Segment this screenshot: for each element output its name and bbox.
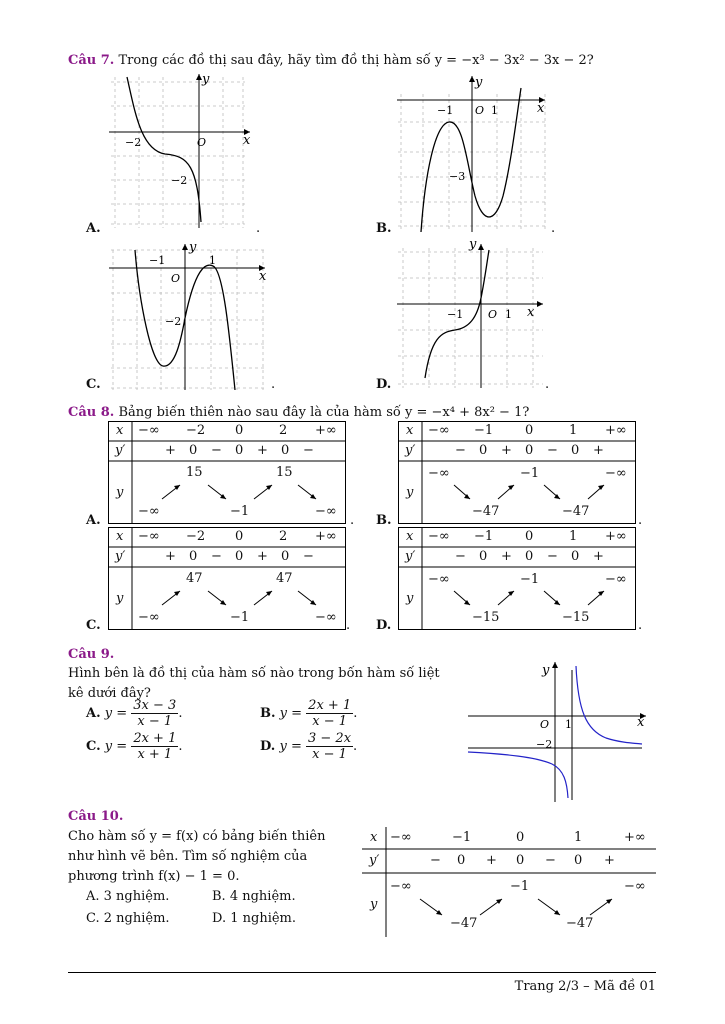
- t10-yp3: +: [486, 853, 497, 868]
- tB-x5: +∞: [605, 423, 627, 438]
- tC-x3: 0: [235, 529, 244, 544]
- graph-b-tick-m3: −3: [449, 170, 466, 183]
- t10-x5: +∞: [624, 830, 646, 845]
- tB-x: x: [406, 423, 414, 438]
- q8-table-d: [398, 527, 636, 630]
- tC-yp3: −: [211, 549, 222, 564]
- tC-x4: 2: [279, 529, 288, 544]
- graph-a-y-label: y: [202, 72, 210, 87]
- tB-yp1: −: [455, 443, 466, 458]
- graph-d-origin: O: [488, 308, 498, 321]
- tA-yp: y′: [115, 443, 126, 458]
- tA-yp5: +: [257, 443, 268, 458]
- q7-header: [68, 53, 594, 68]
- q7-c-dot: .: [271, 377, 276, 392]
- q9-graph-tick-m2: −2: [536, 738, 553, 751]
- q9-graph-origin: O: [540, 718, 550, 731]
- q9-graph-tick-1: 1: [565, 718, 572, 731]
- t10-x1: −∞: [390, 830, 412, 845]
- tA-ybot3: −∞: [315, 504, 337, 519]
- tC-ybot1: −∞: [138, 610, 160, 625]
- tB-ytop3: −∞: [605, 466, 627, 481]
- tA-x3: 0: [235, 423, 244, 438]
- q8-table-b: [398, 421, 636, 524]
- tB-yp6: 0: [571, 443, 580, 458]
- q10-option-b[interactable]: B. 4 nghiệm.: [212, 889, 296, 904]
- q9-graph-y-label: y: [542, 663, 550, 678]
- t10-ybot2: −47: [566, 916, 594, 931]
- graph-c-x-label: x: [259, 269, 267, 284]
- q9-b-lhs: y =: [279, 706, 303, 721]
- q8-b-dot: .: [638, 513, 643, 528]
- tA-y: y: [116, 485, 124, 500]
- tD-yp5: −: [547, 549, 558, 564]
- tB-ybot2: −47: [562, 504, 590, 519]
- tB-yp3: +: [501, 443, 512, 458]
- t10-x4: 1: [574, 830, 583, 845]
- graph-d-tick-m1: −1: [447, 308, 464, 321]
- graph-a-origin: O: [197, 136, 207, 149]
- t10-yp7: +: [604, 853, 615, 868]
- graph-b-x-label: x: [537, 101, 545, 116]
- q9-graph-x-label: x: [637, 715, 645, 730]
- t10-x3: 0: [516, 830, 525, 845]
- tC-yp1: +: [165, 549, 176, 564]
- tB-y: y: [406, 485, 414, 500]
- tB-yp2: 0: [479, 443, 488, 458]
- tD-x2: −1: [474, 529, 494, 544]
- t10-yp5: −: [545, 853, 556, 868]
- q7-graph-a: [105, 72, 255, 230]
- tD-x4: 1: [569, 529, 578, 544]
- q10-option-c[interactable]: C. 2 nghiệm.: [86, 911, 170, 926]
- tD-x: x: [406, 529, 414, 544]
- tB-ytop2: −1: [520, 466, 540, 481]
- tC-yp4: 0: [235, 549, 244, 564]
- tC-yp5: +: [257, 549, 268, 564]
- q9-option-a[interactable]: A. y = $\frac{3x - 3}{x - 1}$ .: [86, 698, 183, 729]
- graph-c-origin: O: [171, 272, 181, 285]
- tD-x1: −∞: [428, 529, 450, 544]
- tC-y: y: [116, 591, 124, 606]
- tD-ytop1: −∞: [428, 572, 450, 587]
- q8-question: Bảng biến thiên nào sau đây là của hàm số y = −x⁴ + 8x² − 1?: [118, 405, 530, 420]
- t10-ybot1: −47: [450, 916, 478, 931]
- q10-table: [362, 827, 656, 937]
- tD-ytop2: −1: [520, 572, 540, 587]
- tC-x: x: [116, 529, 124, 544]
- tD-x5: +∞: [605, 529, 627, 544]
- q10-option-a[interactable]: A. 3 nghiệm.: [86, 889, 170, 904]
- tA-ybot2: −1: [230, 504, 250, 519]
- q8-a-dot: .: [350, 513, 355, 528]
- tA-yp6: 0: [281, 443, 290, 458]
- tC-x2: −2: [186, 529, 206, 544]
- t10-yp6: 0: [574, 853, 583, 868]
- q7-a-dot: .: [256, 221, 261, 236]
- q10-line-3: phương trình f(x) − 1 = 0.: [68, 869, 240, 884]
- tD-yp2: 0: [479, 549, 488, 564]
- q8-d-dot: .: [638, 618, 643, 633]
- q8-header: [68, 405, 529, 420]
- tC-yp7: −: [303, 549, 314, 564]
- q9-d-lhs: y =: [279, 739, 302, 754]
- q7-d-dot: .: [545, 377, 550, 392]
- q9-c-num: 2x + 1: [133, 731, 177, 746]
- tA-ybot1: −∞: [138, 504, 160, 519]
- tD-ybot2: −15: [562, 610, 590, 625]
- tA-x4: 2: [279, 423, 288, 438]
- q8-c-dot: .: [346, 618, 351, 633]
- q9-b-label: B.: [260, 706, 276, 721]
- tA-ytop2: 15: [276, 465, 293, 480]
- q7-b-dot: .: [551, 221, 556, 236]
- q8-option-c[interactable]: C.: [86, 618, 101, 633]
- q7-question: Trong các đồ thị sau đây, hãy tìm đồ thị hàm số y = −x³ − 3x² − 3x − 2?: [118, 53, 594, 68]
- q8-option-d[interactable]: D.: [376, 618, 392, 633]
- tA-x5: +∞: [315, 423, 337, 438]
- graph-c-tick-m2: −2: [165, 315, 182, 328]
- footer-rule: [68, 972, 656, 973]
- tC-x1: −∞: [138, 529, 160, 544]
- t10-ytop1: −∞: [390, 879, 412, 894]
- tD-yp1: −: [455, 549, 466, 564]
- t10-ytop3: −∞: [624, 879, 646, 894]
- tD-yp7: +: [593, 549, 604, 564]
- tD-yp3: +: [501, 549, 512, 564]
- q9-text-1: Hình bên là đồ thị của hàm số nào trong bốn hàm số liệt: [68, 666, 440, 681]
- tA-x2: −2: [186, 423, 206, 438]
- q9-d-label: D.: [260, 739, 276, 754]
- tC-yp2: 0: [189, 549, 198, 564]
- tC-x5: +∞: [315, 529, 337, 544]
- tD-ytop3: −∞: [605, 572, 627, 587]
- q8-table-a: [108, 421, 346, 524]
- q9-d-den: x − 1: [312, 747, 347, 762]
- q9-option-c[interactable]: C. y = $\frac{2x + 1}{x + 1}$ .: [86, 731, 183, 762]
- q9-text-2: kê dưới đây?: [68, 686, 151, 701]
- t10-yp2: 0: [457, 853, 466, 868]
- t10-x: x: [370, 830, 378, 845]
- tB-x4: 1: [569, 423, 578, 438]
- q9-option-d[interactable]: D. y = $\frac{3 - 2x}{x - 1}$ .: [260, 731, 358, 762]
- tC-yp6: 0: [281, 549, 290, 564]
- t10-x2: −1: [452, 830, 472, 845]
- q8-option-a[interactable]: A.: [86, 513, 101, 528]
- q7-graph-b: [395, 74, 550, 234]
- t10-y: y: [370, 897, 378, 912]
- graph-a-x-label: x: [243, 133, 251, 148]
- q7-option-d[interactable]: D.: [376, 377, 392, 392]
- tB-yp7: +: [593, 443, 604, 458]
- graph-d-x-label: x: [527, 305, 535, 320]
- q9-b-num: 2x + 1: [308, 698, 352, 713]
- q7-option-b[interactable]: B.: [376, 221, 392, 236]
- tB-yp5: −: [547, 443, 558, 458]
- q9-d-num: 3 − 2x: [308, 731, 352, 746]
- tB-x2: −1: [474, 423, 494, 438]
- t10-yp1: −: [430, 853, 441, 868]
- tA-yp7: −: [303, 443, 314, 458]
- graph-c-tick-m1: −1: [149, 254, 166, 267]
- q10-option-d[interactable]: D. 1 nghiệm.: [212, 911, 297, 926]
- graph-c-tick-1: 1: [209, 254, 216, 267]
- q9-graph: [466, 660, 652, 805]
- tA-x1: −∞: [138, 423, 160, 438]
- q9-a-lhs: y =: [104, 706, 128, 721]
- tB-x1: −∞: [428, 423, 450, 438]
- footer-page-info: Trang 2/3 – Mã đề 01: [514, 979, 656, 994]
- tC-yp: y′: [115, 549, 126, 564]
- tA-yp1: +: [165, 443, 176, 458]
- q10-line-2: như hình vẽ bên. Tìm số nghiệm của: [68, 849, 308, 864]
- tB-ytop1: −∞: [428, 466, 450, 481]
- graph-b-y-label: y: [475, 75, 483, 90]
- tB-ybot1: −47: [472, 504, 500, 519]
- q9-number: Câu 9.: [68, 647, 115, 662]
- tC-ytop1: 47: [186, 571, 203, 586]
- graph-b-tick-m1: −1: [437, 104, 454, 117]
- q9-c-den: x + 1: [137, 747, 173, 762]
- q7-graph-d: [395, 238, 545, 390]
- graph-c-y-label: y: [189, 240, 197, 255]
- tA-ytop1: 15: [186, 465, 203, 480]
- tA-yp4: 0: [235, 443, 244, 458]
- q10-line-1: Cho hàm số y = f(x) có bảng biến thiên: [68, 829, 326, 844]
- t10-yp: y′: [369, 853, 380, 868]
- q7-option-c[interactable]: C.: [86, 377, 101, 392]
- q9-a-label: A.: [86, 706, 101, 721]
- tD-ybot1: −15: [472, 610, 500, 625]
- q9-c-lhs: y =: [104, 739, 128, 754]
- graph-b-origin: O: [475, 104, 485, 117]
- tB-x3: 0: [525, 423, 534, 438]
- tA-x: x: [116, 423, 124, 438]
- graph-d-tick-1: 1: [505, 308, 512, 321]
- tC-ybot2: −1: [230, 610, 250, 625]
- graph-b-tick-1: 1: [491, 104, 498, 117]
- tC-ytop2: 47: [276, 571, 293, 586]
- graph-a-tick-y: −2: [171, 174, 188, 187]
- q7-option-a[interactable]: A.: [86, 221, 101, 236]
- q9-a-den: x − 1: [137, 714, 173, 729]
- tC-ybot3: −∞: [315, 610, 337, 625]
- graph-d-y-label: y: [469, 238, 477, 252]
- t10-ytop2: −1: [510, 879, 530, 894]
- tD-yp4: 0: [525, 549, 534, 564]
- tD-x3: 0: [525, 529, 534, 544]
- q8-table-c: [108, 527, 346, 630]
- tD-yp6: 0: [571, 549, 580, 564]
- q8-option-b[interactable]: B.: [376, 513, 392, 528]
- q9-a-num: 3x − 3: [133, 698, 177, 713]
- q10-number: Câu 10.: [68, 809, 124, 824]
- q9-b-den: x − 1: [312, 714, 348, 729]
- tB-yp: y′: [405, 443, 416, 458]
- graph-a-tick-x: −2: [125, 136, 142, 149]
- t10-yp4: 0: [516, 853, 525, 868]
- tD-yp: y′: [405, 549, 416, 564]
- tB-yp4: 0: [525, 443, 534, 458]
- q9-c-label: C.: [86, 739, 101, 754]
- q8-number: Câu 8.: [68, 405, 115, 420]
- tA-yp2: 0: [189, 443, 198, 458]
- q7-graph-c: [105, 240, 270, 390]
- q9-option-b[interactable]: B. y = $\frac{2x + 1}{x - 1}$ .: [260, 698, 358, 729]
- tD-y: y: [406, 591, 414, 606]
- tA-yp3: −: [211, 443, 222, 458]
- q7-number: Câu 7.: [68, 53, 115, 68]
